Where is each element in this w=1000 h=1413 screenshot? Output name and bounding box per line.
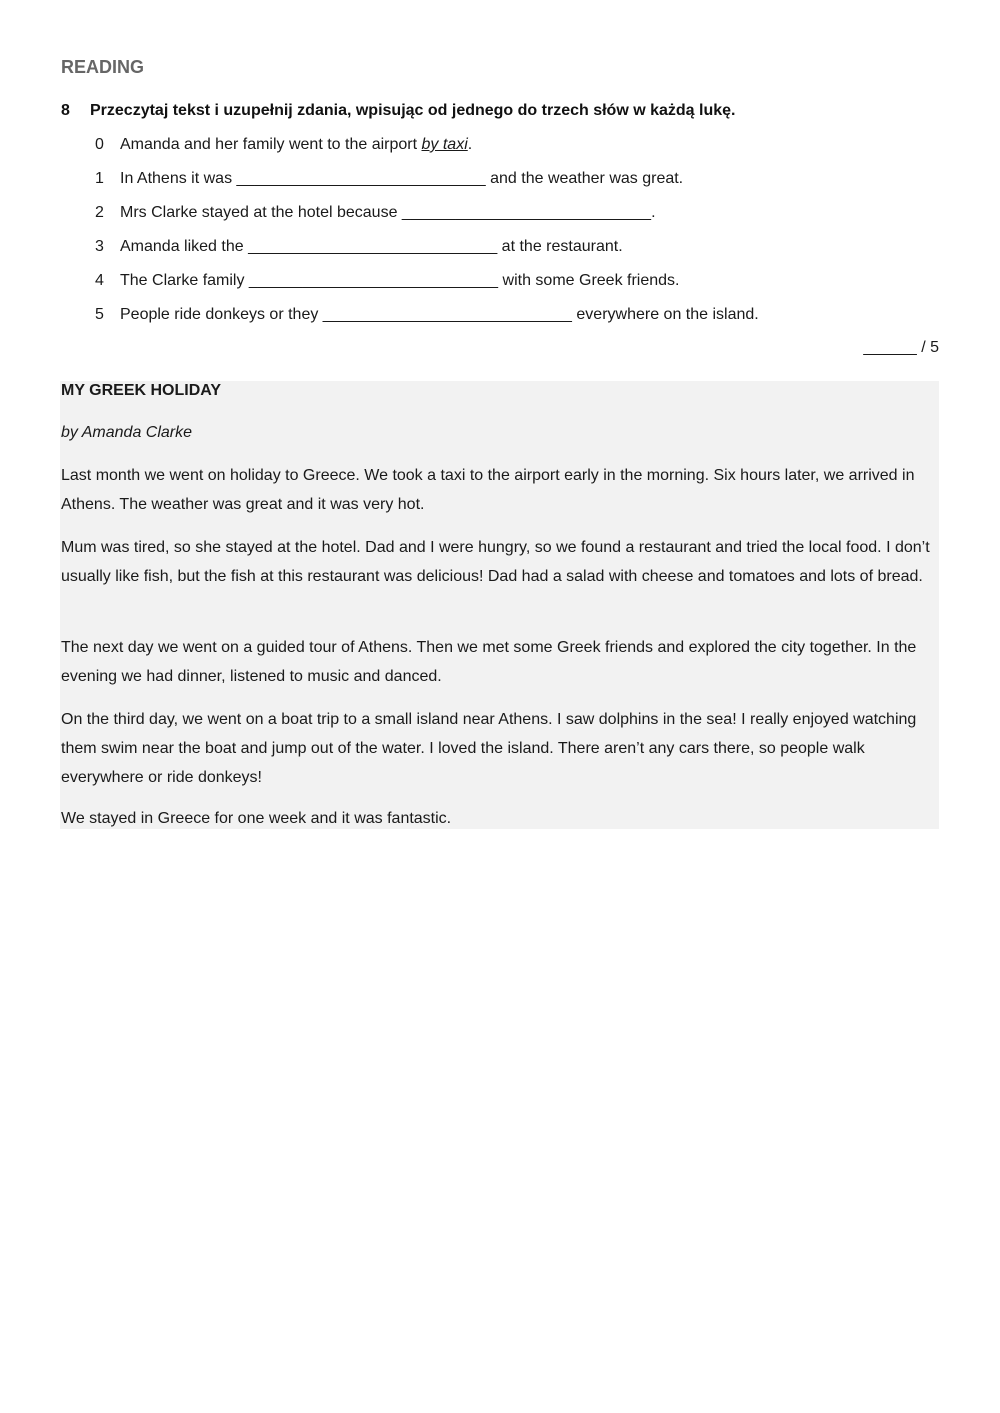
story-title: MY GREEK HOLIDAY: [61, 382, 222, 399]
story-paragraph-2: Mum was tired, so she stayed at the hotel. Dad and I were hungry, so we found a restaurant and tried the local food. I don’t usually like fish, but the fish at this restaurant was delicious! Dad had a salad with cheese and tomatoes and lots of bread.: [61, 539, 930, 585]
example-item: 0 Amanda and her family went to the airport by taxi.: [95, 136, 473, 153]
gap-item-3: 3 Amanda liked the ____________________________ at the restaurant.: [95, 235, 955, 269]
answer-gap-3[interactable]: ____________________________: [248, 238, 498, 255]
story-paragraph-5: We stayed in Greece for one week and it was fantastic.: [61, 810, 452, 827]
gap-item-2: 2 Mrs Clarke stayed at the hotel because ____________________________.: [95, 201, 955, 235]
answer-gap-2[interactable]: ____________________________: [401, 204, 652, 221]
gap-item-4: 4 The Clarke family ____________________________ with some Greek friends.: [95, 269, 955, 303]
score-line[interactable]: ______ / 5: [863, 339, 939, 356]
section-title: READING: [61, 57, 145, 77]
answer-gap-4[interactable]: ____________________________: [248, 272, 499, 289]
gap-fill-list: [95, 133, 955, 337]
story-paragraph-3: The next day we went on a guided tour of Athens. Then we met some Greek friends and explored the city together. In the evening we had dinner, listened to music and danced.: [61, 639, 917, 685]
story-byline: by Amanda Clarke: [61, 424, 193, 441]
story-paragraph-4: On the third day, we went on a boat trip to a small island near Athens. I saw dolphins in the sea! I really enjoyed watching them swim near the boat and jump out of the water. I loved the island. There aren’t any cars there, so people walk everywhere or ride donkeys!: [61, 711, 917, 786]
answer-gap-1[interactable]: ____________________________: [236, 170, 486, 187]
gap-item-5: 5 People ride donkeys or they ____________________________ everywhere on the island.: [95, 303, 955, 337]
answer-gap-5[interactable]: ____________________________: [322, 306, 572, 323]
example-answer: by taxi: [421, 136, 468, 153]
task-number: 8: [61, 102, 70, 119]
task-instruction: [61, 102, 735, 120]
story-paragraph-1: Last month we went on holiday to Greece. We took a taxi to the airport early in the morning. Six hours later, we arrived in Athens. The weather was great and it was very hot.: [61, 467, 915, 513]
task-text: Przeczytaj tekst i uzupełnij zdania, wpisując od jednego do trzech słów w każdą lukę.: [90, 102, 736, 119]
gap-item-1: 1 In Athens it was ____________________________ and the weather was great.: [95, 167, 955, 201]
